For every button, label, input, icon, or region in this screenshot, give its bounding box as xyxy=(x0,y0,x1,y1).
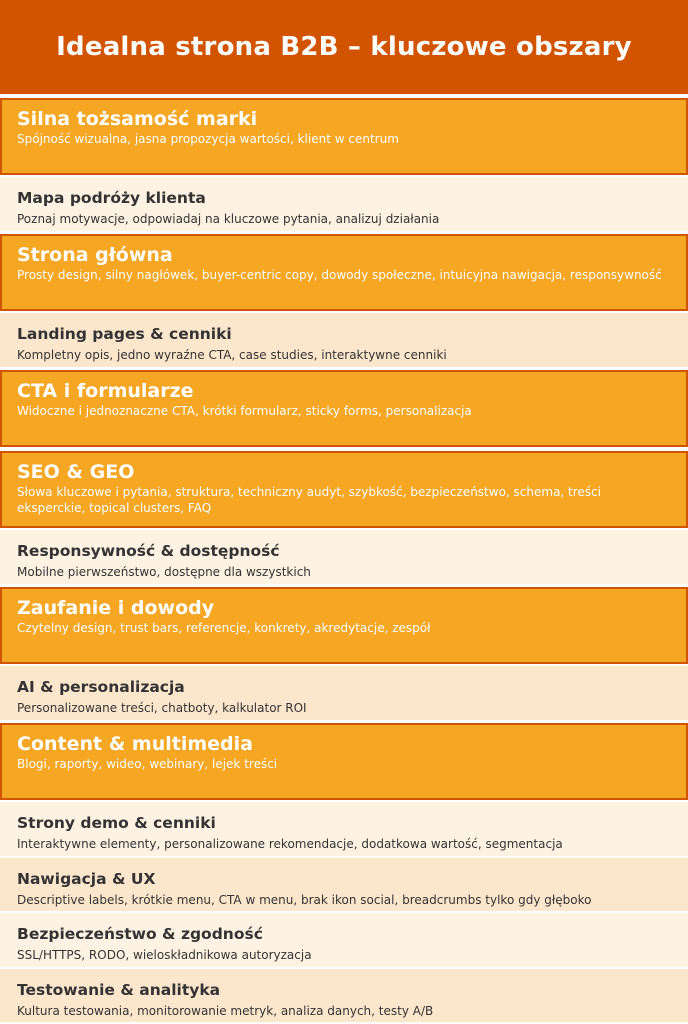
section-title: Content & multimedia xyxy=(17,733,253,755)
section-description: Prosty design, silny nagłówek, buyer-centric copy, dowody społeczne, intuicyjna nawigacja, responsywność xyxy=(17,268,662,282)
section-trust-proof xyxy=(0,587,688,664)
section-seo-geo xyxy=(0,451,688,528)
section-description: Kompletny opis, jedno wyraźne CTA, case studies, interaktywne cenniki xyxy=(17,348,447,362)
section-description: Personalizowane treści, chatboty, kalkulator ROI xyxy=(17,701,307,715)
section-title: Strona główna xyxy=(17,244,173,266)
section-title: AI & personalizacja xyxy=(17,678,185,696)
section-title: Zaufanie i dowody xyxy=(17,597,215,619)
section-title: Silna tożsamość marki xyxy=(17,108,258,130)
section-customer-journey xyxy=(0,177,688,231)
section-testing-analytics xyxy=(0,969,688,1022)
section-title: CTA i formularze xyxy=(17,380,194,402)
section-brand-identity xyxy=(0,98,688,175)
section-description: Czytelny design, trust bars, referencje, konkrety, akredytacje, zespół xyxy=(17,621,431,635)
section-demo-pricing xyxy=(0,802,688,856)
section-title: Strony demo & cenniki xyxy=(17,814,216,832)
section-title: Testowanie & analityka xyxy=(17,981,221,999)
header-banner xyxy=(0,0,688,94)
section-ai-personalization xyxy=(0,666,688,720)
section-description: Poznaj motywacje, odpowiadaj na kluczowe pytania, analizuj działania xyxy=(17,212,440,226)
section-responsiveness xyxy=(0,530,688,584)
section-homepage xyxy=(0,234,688,311)
page-title: Idealna strona B2B – kluczowe obszary xyxy=(56,32,632,62)
section-description: Spójność wizualna, jasna propozycja wartości, klient w centrum xyxy=(17,132,399,146)
section-description: SSL/HTTPS, RODO, wieloskładnikowa autoryzacja xyxy=(17,948,312,962)
section-description: Słowa kluczowe i pytania, struktura, techniczny audyt, szybkość, bezpieczeństwo, schema, treści eksperckie, topical clusters, FAQ xyxy=(17,485,601,515)
section-title: Mapa podróży klienta xyxy=(17,189,206,207)
section-title: Landing pages & cenniki xyxy=(17,325,232,343)
section-description: Widoczne i jednoznaczne CTA, krótki formularz, sticky forms, personalizacja xyxy=(17,404,472,418)
section-title: Nawigacja & UX xyxy=(17,870,156,888)
section-description: Mobilne pierwszeństwo, dostępne dla wszystkich xyxy=(17,565,311,579)
section-landing-pages xyxy=(0,313,688,367)
section-title: SEO & GEO xyxy=(17,461,135,483)
section-title: Bezpieczeństwo & zgodność xyxy=(17,925,263,943)
section-cta-forms xyxy=(0,370,688,447)
section-description: Kultura testowania, monitorowanie metryk, analiza danych, testy A/B xyxy=(17,1004,434,1018)
section-navigation-ux xyxy=(0,858,688,911)
section-description: Blogi, raporty, wideo, webinary, lejek treści xyxy=(17,757,278,771)
section-description: Descriptive labels, krótkie menu, CTA w menu, brak ikon social, breadcrumbs tylko gdy głęboko xyxy=(17,893,592,907)
section-title: Responsywność & dostępność xyxy=(17,542,280,560)
section-security-compliance xyxy=(0,913,688,967)
section-description: Interaktywne elementy, personalizowane rekomendacje, dodatkowa wartość, segmentacja xyxy=(17,837,563,851)
section-content-multimedia xyxy=(0,723,688,800)
